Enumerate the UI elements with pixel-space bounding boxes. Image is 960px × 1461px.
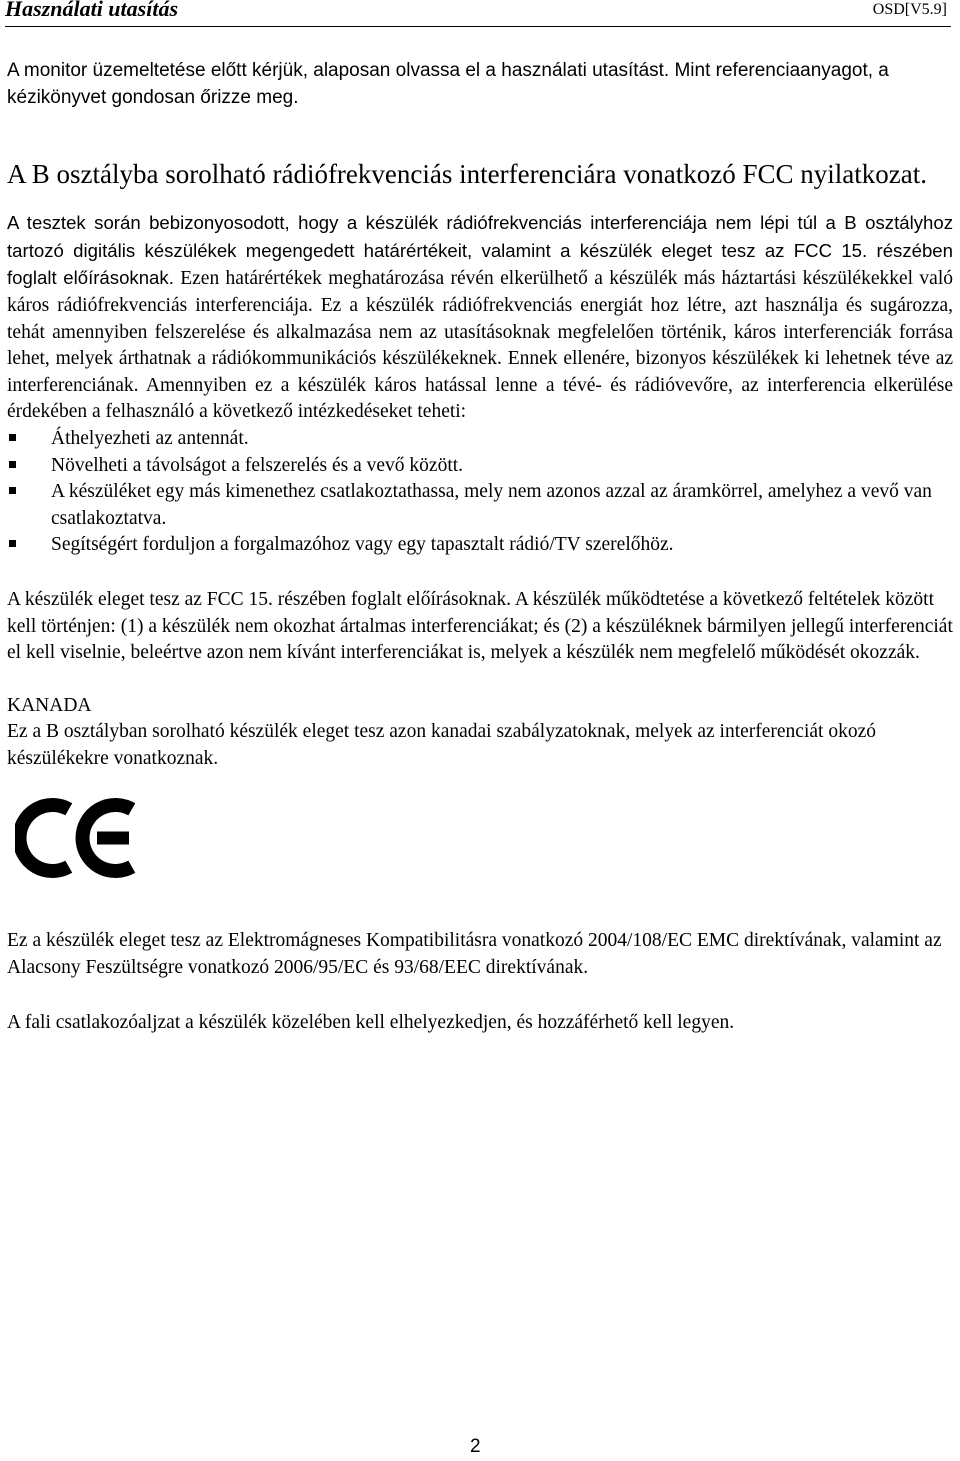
document-title: Használati utasítás	[5, 0, 179, 21]
ce-mark-icon	[15, 792, 141, 884]
fcc-conditions-paragraph: A készülék eleget tesz az FCC 15. részében foglalt előírásoknak. A készülék működtetése a következő feltételek között kell történjen: (1) a készülék nem okozhat ártalmas interferenciákat; és (2) a készüléknek bármilyen jellegű interferenciát el kell viselnie, beleértve azon nem kívánt interferenciákat is, melyek a készülék nem megfelelő működését okozzák.	[7, 588, 953, 664]
list-item	[7, 453, 953, 480]
list-item-text: Áthelyezheti az antennát.	[51, 427, 249, 449]
fcc-test-statement: A tesztek során bebizonyosodott, hogy a készülék rádiófrekvenciás interferenciája nem lépi túl a B osztályhoz tartozó digitális készülékek megengedett határértékeit, valamint a készülék eleget tesz az FCC 15. részében foglalt előírásoknak.	[7, 212, 953, 289]
list-item-text: Növelheti a távolságot a felszerelés és a vevő között.	[51, 454, 464, 476]
page-content	[7, 58, 953, 1036]
fcc-paragraph	[7, 210, 953, 426]
square-bullet-icon	[9, 487, 16, 494]
list-item	[7, 479, 953, 532]
intro-paragraph: A monitor üzemeltetése előtt kérjük, alaposan olvassa el a használati utasítást. Mint referenciaanyagot, a kézikönyvet gondosan őrizze meg.	[7, 60, 889, 108]
emc-paragraph: Ez a készülék eleget tesz az Elektromágneses Kompatibilitásra vonatkozó 2004/108/EC EMC direktívának, valamint az Alacsony Feszültségre vonatkozó 2006/95/EC és 93/68/EEC direktívának.	[7, 930, 942, 979]
page-header	[5, 0, 951, 27]
canada-paragraph: Ez a B osztályban sorolható készülék eleget tesz azon kanadai szabályzatoknak, melyek az interferenciát okozó készülékekre vonatkoznak.	[7, 721, 876, 769]
fcc-measures-list	[7, 426, 953, 559]
fcc-interference-statement: Ezen határértékek meghatározása révén elkerülhető a készülék más háztartási készülékekkel való káros rádiófrekvenciás interferenciája. Ez a készülék rádiófrekvenciás energiát hoz létre, azt használja és sugározza, tehát amennyiben felszerelése és alkalmazása nem az utasításoknak megfelelően történik, káros interferenciák forrása lehet, melyek árthatnak a rádiókommunikációs készülékeknek. Ennek ellenére, bizonyos készülékek ki lehetnek téve az interferenciának. Amennyiben ez a készülék káros hatással lenne a tévé- és rádióvevőre, az interferencia elkerülése érdekében a felhasználó a következő intézkedéseket teheti:	[7, 268, 953, 423]
socket-paragraph: A fali csatlakozóaljzat a készülék közelében kell elhelyezkedjen, és hozzáférhető kell legyen.	[7, 1011, 735, 1033]
document-version: OSD[V5.9]	[872, 1, 947, 18]
list-item	[7, 426, 953, 453]
fcc-heading: A B osztályba sorolható rádiófrekvenciás interferenciára vonatkozó FCC nyilatkozat.	[7, 159, 927, 190]
square-bullet-icon	[9, 434, 16, 441]
page-number: 2	[470, 1436, 481, 1457]
square-bullet-icon	[9, 540, 16, 547]
list-item	[7, 532, 953, 559]
list-item-text: A készüléket egy más kimenethez csatlakoztathassa, mely nem azonos azzal az áramkörrel, amelyhez a vevő van csatlakoztatva.	[51, 481, 932, 529]
canada-heading: KANADA	[7, 694, 92, 716]
list-item-text: Segítségért forduljon a forgalmazóhoz vagy egy tapasztalt rádió/TV szerelőhöz.	[51, 534, 674, 556]
square-bullet-icon	[9, 461, 16, 468]
